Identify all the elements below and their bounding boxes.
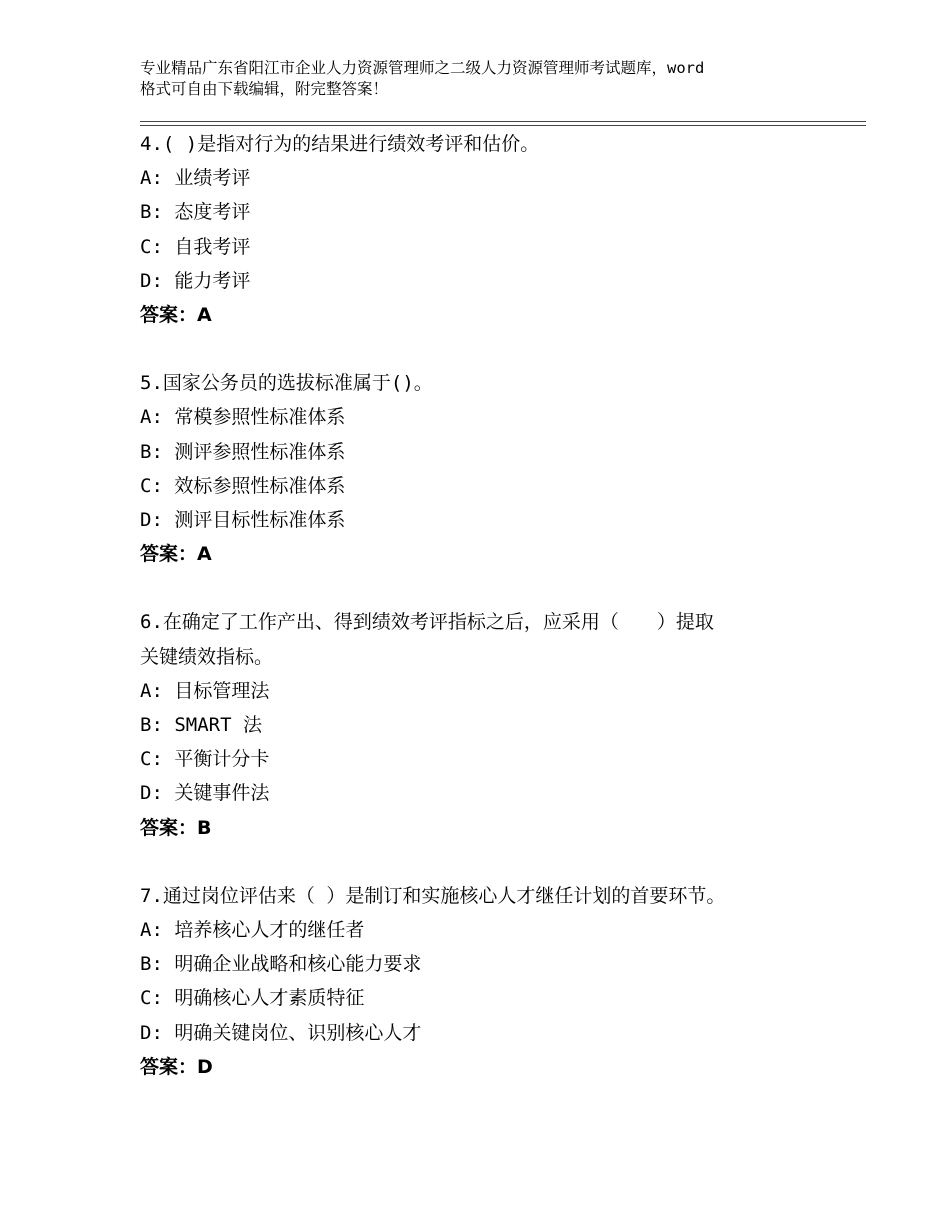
question-spacer <box>140 845 820 879</box>
answer-line: 答案：D <box>140 1055 213 1078</box>
header-line-1: 专业精品广东省阳江市企业人力资源管理师之二级人力资源管理师考试题库，word <box>140 59 705 77</box>
question-6 <box>140 605 820 844</box>
option-a: A: 目标管理法 <box>140 679 270 702</box>
option-c: C: 平衡计分卡 <box>140 748 270 771</box>
option-c: C: 效标参照性标准体系 <box>140 474 346 497</box>
question-stem: 4.( )是指对行为的结果进行绩效考评和估价。 <box>140 133 540 155</box>
question-5 <box>140 366 820 571</box>
answer-line: 答案：A <box>140 304 212 327</box>
option-c: C: 自我考评 <box>140 235 251 258</box>
option-c: C: 明确核心人才素质特征 <box>140 987 365 1010</box>
option-b: B: 测评参照性标准体系 <box>140 440 346 463</box>
question-stem: 5.国家公务员的选拔标准属于()。 <box>140 372 433 395</box>
question-stem-line-2: 关键绩效指标。 <box>140 645 274 668</box>
option-a: A: 培养核心人才的继任者 <box>140 919 365 942</box>
option-d: D: 测评目标性标准体系 <box>140 509 346 532</box>
header-divider-top <box>140 121 866 122</box>
option-b: B: 态度考评 <box>140 201 251 224</box>
answer-line: 答案：B <box>140 816 212 839</box>
question-4 <box>140 127 820 332</box>
question-spacer <box>140 571 820 605</box>
option-d: D: 明确关键岗位、识别核心人才 <box>140 1021 422 1044</box>
option-b: B: SMART 法 <box>140 714 262 737</box>
option-a: A: 常模参照性标准体系 <box>140 406 346 429</box>
header-divider-bottom <box>140 125 866 126</box>
question-7 <box>140 879 820 1084</box>
option-d: D: 能力考评 <box>140 269 251 292</box>
question-stem: 7.通过岗位评估来（ ）是制订和实施核心人才继任计划的首要环节。 <box>140 884 726 907</box>
document-header <box>140 58 830 100</box>
question-spacer <box>140 332 820 366</box>
option-b: B: 明确企业战略和核心能力要求 <box>140 953 422 976</box>
question-list <box>140 127 820 1084</box>
option-d: D: 关键事件法 <box>140 782 270 805</box>
header-line-2: 格式可自由下载编辑，附完整答案！ <box>140 80 389 98</box>
option-a: A: 业绩考评 <box>140 167 251 190</box>
question-stem-line-1: 6.在确定了工作产出、得到绩效考评指标之后，应采用（ ）提取 <box>140 611 714 634</box>
answer-line: 答案：A <box>140 543 212 566</box>
